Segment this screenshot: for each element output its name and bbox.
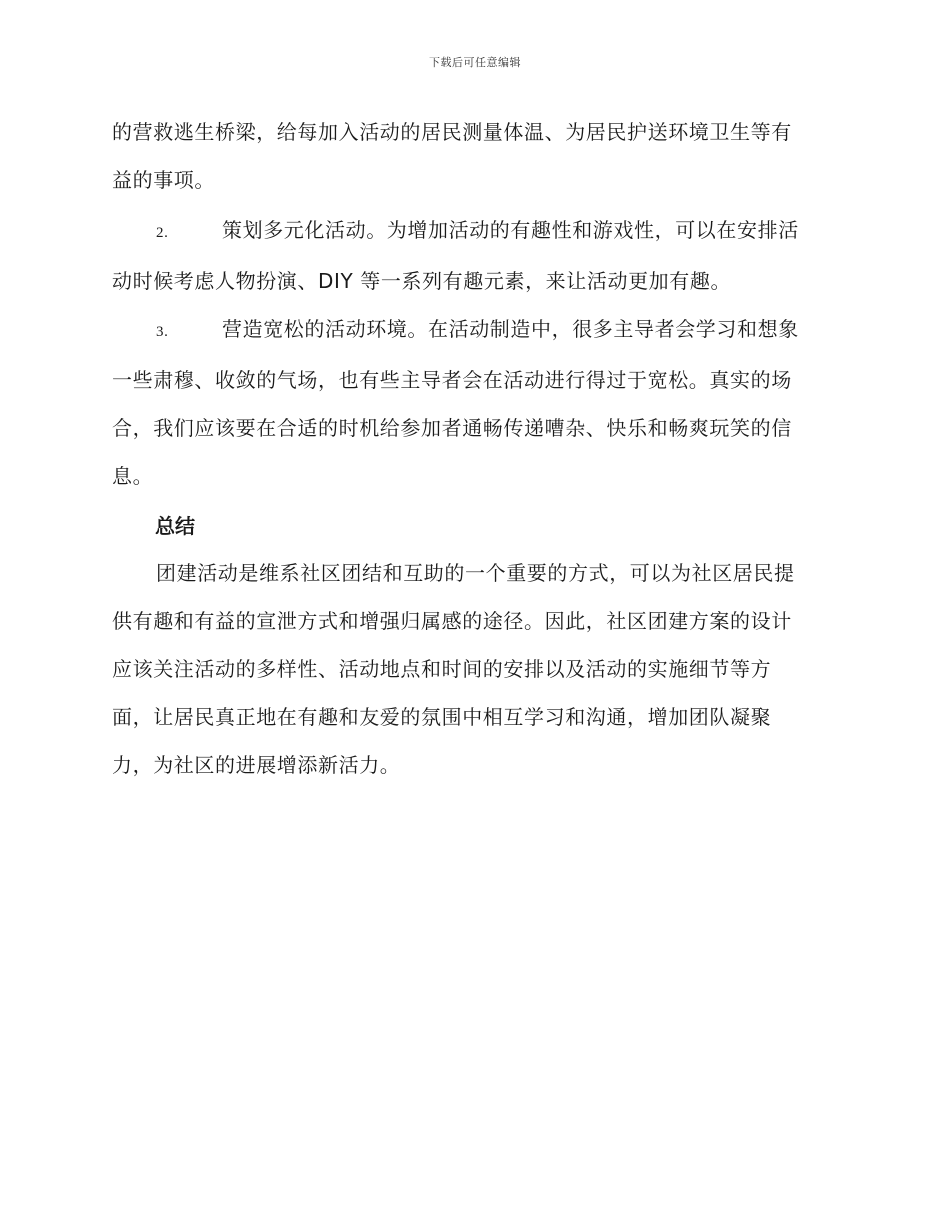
paragraph-line: 面，让居民真正地在有趣和友爱的氛围中相互学习和沟通，增加团队凝聚: [112, 705, 772, 729]
list-item-first-line: [112, 305, 842, 356]
section-heading-summary: 总结: [155, 514, 195, 538]
paragraph-line: 应该关注活动的多样性、活动地点和时间的安排以及活动的实施细节等方: [112, 657, 772, 681]
list-item-2: [112, 206, 842, 305]
paragraph-line: 力，为社区的进展增添新活力。: [112, 753, 401, 777]
paragraph-line: 合，我们应该要在合适的时机给参加者通畅传递嘈杂、快乐和畅爽玩笑的信: [112, 416, 792, 440]
continued-paragraph: [112, 108, 842, 204]
list-number: 2.: [156, 225, 169, 241]
paragraph-line: 息。: [112, 464, 154, 488]
list-number: 3.: [156, 324, 169, 340]
paragraph-line: [112, 549, 842, 597]
summary-paragraph: [112, 549, 842, 789]
paragraph-line: 营造宽松的活动环境。在活动制造中，很多主导者会学习和想象: [222, 317, 799, 341]
list-item-first-line: [112, 206, 842, 257]
list-item-3: [112, 305, 842, 500]
paragraph-line: 一些肃穆、收敛的气场，也有些主导者会在活动进行得过于宽松。真实的场: [112, 368, 792, 392]
paragraph-line-text: 团建活动是维系社区团结和互助的一个重要的方式，可以为社区居民提: [156, 561, 795, 585]
paragraph-line: 动时候考虑人物扮演、DIY 等一系列有趣元素，来让活动更加有趣。: [112, 269, 732, 293]
paragraph-line: 策划多元化活动。为增加活动的有趣性和游戏性，可以在安排活: [222, 218, 799, 242]
page-header: 下载后可任意编辑: [429, 56, 521, 69]
paragraph-line: 益的事项。: [112, 168, 215, 192]
paragraph-line: 供有趣和有益的宣泄方式和增强归属感的途径。因此，社区团建方案的设计: [112, 609, 792, 633]
paragraph-line: 的营救逃生桥梁，给每加入活动的居民测量体温、为居民护送环境卫生等有: [112, 120, 792, 144]
